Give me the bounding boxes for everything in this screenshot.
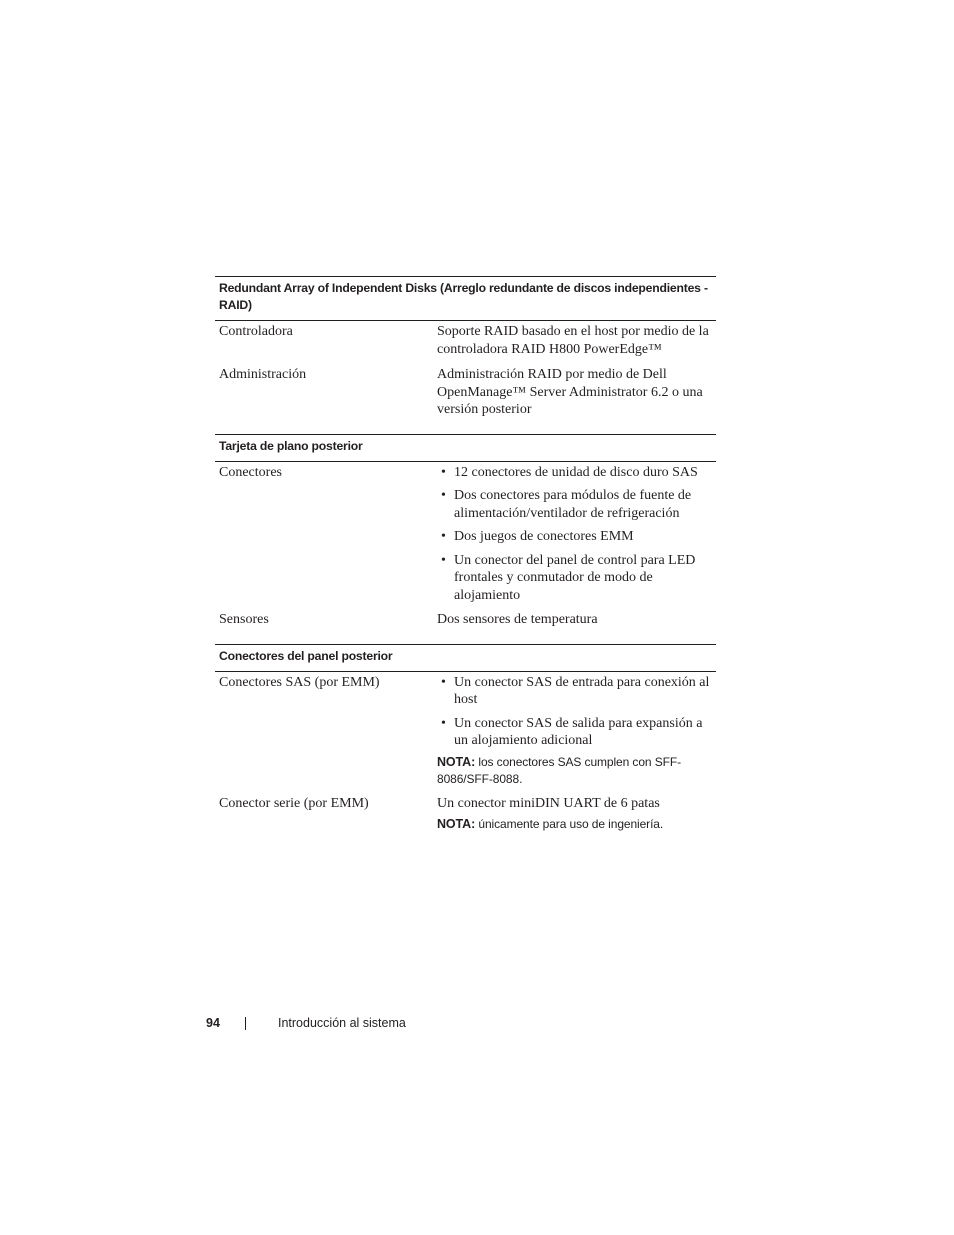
note-prefix: NOTA: xyxy=(437,754,476,769)
table-row xyxy=(215,323,716,358)
bullet-icon: • xyxy=(441,674,446,690)
rear-rows xyxy=(215,672,716,849)
rear-heading: Conectores del panel posterior xyxy=(215,644,716,672)
row-label: Sensores xyxy=(219,612,269,627)
list-item xyxy=(437,464,716,482)
list-item xyxy=(437,487,716,522)
note-text: los conectores SAS cumplen con SFF-8086/SFF-8088. xyxy=(437,754,681,786)
list-item-text: Un conector del panel de control para LED frontales y conmutador de modo de alojamiento xyxy=(454,552,696,603)
sas-note xyxy=(437,754,716,788)
note-text: únicamente para uso de ingeniería. xyxy=(475,817,664,831)
row-value: Dos sensores de temperatura xyxy=(437,612,598,627)
list-item xyxy=(437,715,716,750)
spec-table xyxy=(215,276,716,848)
row-value xyxy=(437,795,716,834)
table-row xyxy=(215,674,716,788)
bullet-icon: • xyxy=(441,529,446,544)
row-label: Conectores SAS (por EMM) xyxy=(219,674,380,690)
row-value xyxy=(437,464,716,605)
raid-rows xyxy=(215,321,716,434)
table-row xyxy=(215,464,716,605)
list-item-text: Dos conectores para módulos de fuente de alimentación/ventilador de refrigeración xyxy=(454,488,692,521)
list-item xyxy=(437,552,716,605)
list-item-text: Dos juegos de conectores EMM xyxy=(454,529,634,544)
row-label: Administración xyxy=(219,367,307,382)
row-label: Conector serie (por EMM) xyxy=(219,795,369,811)
list-item-text: 12 conectores de unidad de disco duro SAS xyxy=(454,464,698,480)
footer-divider xyxy=(245,1017,246,1030)
list-item-text: Un conector SAS de salida para expansión a un alojamiento adicional xyxy=(454,715,703,748)
row-label: Conectores xyxy=(219,464,282,480)
list-item-text: Un conector SAS de entrada para conexión al host xyxy=(454,674,710,707)
raid-heading: Redundant Array of Independent Disks (Arreglo redundante de discos independientes - RAID) xyxy=(215,276,716,321)
serial-value: Un conector miniDIN UART de 6 patas xyxy=(437,795,660,811)
bullet-icon: • xyxy=(441,552,446,568)
note-prefix: NOTA: xyxy=(437,817,476,831)
backplane-rows xyxy=(215,462,716,644)
list-item xyxy=(437,674,716,709)
bullet-icon: • xyxy=(441,464,446,480)
serial-note xyxy=(437,816,716,833)
row-label: Controladora xyxy=(219,324,293,339)
row-value: Soporte RAID basado en el host por medio de la controladora RAID H800 PowerEdge™ xyxy=(437,324,709,357)
row-value: Administración RAID por medio de Dell OpenManage™ Server Administrator 6.2 o una versión posterior xyxy=(437,367,703,417)
bullet-icon: • xyxy=(441,488,446,503)
bullet-icon: • xyxy=(441,715,446,731)
table-row xyxy=(215,366,716,419)
chapter-title: Introducción al sistema xyxy=(278,1016,406,1030)
sas-list xyxy=(437,674,716,750)
table-row xyxy=(215,611,716,629)
connector-list xyxy=(437,464,716,605)
row-value xyxy=(437,674,716,788)
page-number: 94 xyxy=(206,1016,220,1030)
table-row xyxy=(215,795,716,834)
backplane-heading: Tarjeta de plano posterior xyxy=(215,434,716,462)
list-item xyxy=(437,528,716,546)
